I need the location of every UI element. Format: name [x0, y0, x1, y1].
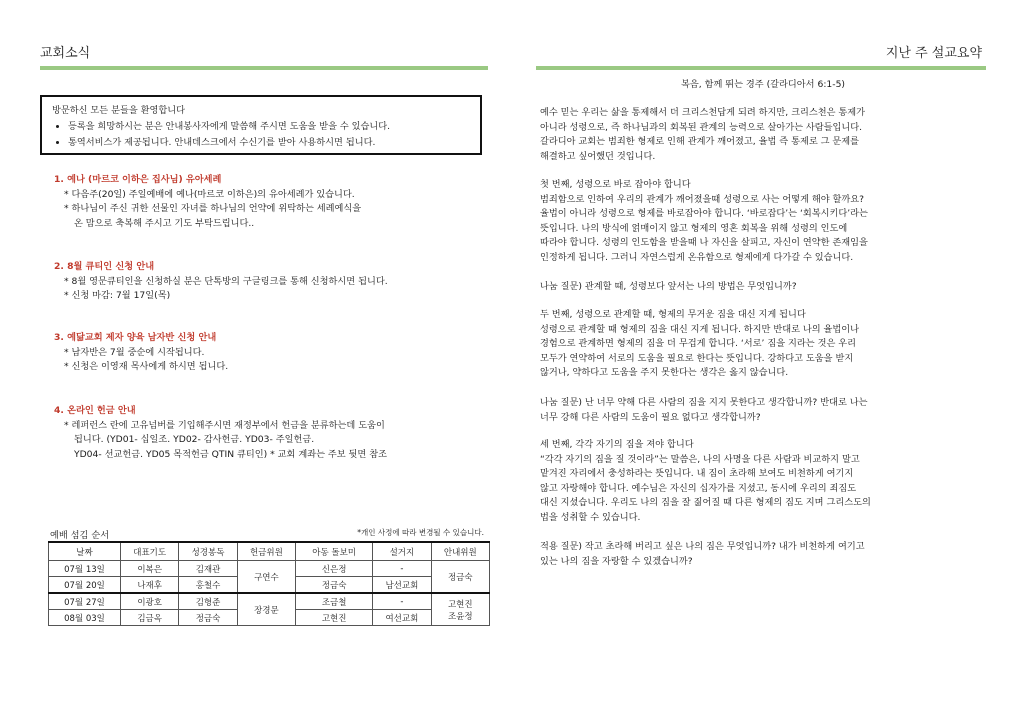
header-divider	[536, 66, 986, 70]
cell-dishes: -	[373, 593, 431, 610]
cell-prayer: 나재후	[120, 577, 178, 594]
cell-reading: 정금숙	[179, 610, 237, 626]
sermon-line: 갈라디아 교회는 범죄한 형제로 인해 관계가 깨어졌고, 율법 즉 통제로 그 문제를	[540, 136, 860, 148]
sermon-line: 대신 지셨습니다. 우리도 나의 짐을 잘 짊어질 때 다른 형제의 짐도 지며 그리스도의	[540, 497, 871, 509]
notice-line: * 다음주(20일) 주일예배에 예나(마르코 이하은)의 유아세례가 있습니다.	[64, 188, 355, 200]
cell-prayer: 이광호	[120, 593, 178, 610]
cell-dishes: 여선교회	[373, 610, 431, 626]
table-header-row	[49, 542, 490, 561]
sermon-line: 해결하고 싶어했던 것입니다.	[540, 150, 656, 162]
notice-line: * 8월 영문큐티인을 신청하실 분은 단톡방의 구글링크를 통해 신청하시면 됩니다.	[64, 275, 388, 287]
usher-name: 고현진	[447, 599, 473, 610]
church-news-header	[40, 40, 490, 64]
cell-date: 08월 03일	[49, 610, 121, 626]
cell-dishes: 남선교회	[373, 577, 431, 594]
notice-line: * 레퍼런스 란에 고유넘버를 기입해주시면 재정부에서 헌금을 분류하는데 도움이	[64, 419, 385, 431]
cell-reading: 홍철수	[179, 577, 237, 594]
sermon-line: 따라야 합니다. 성령의 인도함을 받을때 나 자신을 살피고, 자신이 연약한 존재임을	[540, 237, 868, 249]
sermon-paragraph	[540, 106, 986, 164]
church-news-title: 교회소식	[40, 46, 91, 61]
sermon-line: 세 번째, 각각 자기의 짐을 져야 합니다	[540, 439, 694, 450]
sermon-line: 있는 나의 짐을 자랑할 수 있겠습니까?	[540, 555, 693, 567]
cell-prayer: 이복은	[120, 561, 178, 577]
cell-dishes: -	[373, 561, 431, 577]
sermon-line: 나눔 질문) 난 너무 약해 다른 사람의 짐을 지지 못한다고 생각합니까? 반대로 나는	[540, 397, 868, 408]
cell-offering: 구연수	[237, 561, 295, 594]
header-divider	[40, 66, 488, 70]
schedule-title: 예배 섬김 순서	[50, 530, 110, 541]
notice-line: * 신청 마감: 7월 17일(목)	[64, 290, 171, 301]
sermon-line: 경험으로 관계하면 형제의 짐을 더 무겁게 합니다. ‘서로’ 짐을 지라는 것은 우리	[540, 338, 857, 350]
sermon-question	[540, 280, 986, 295]
sermon-line: 맡겨진 자리에서 충성하라는 뜻입니다. 내 짐이 초라해 보여도 비천하게 여기지	[540, 468, 854, 480]
sermon-line: 예수 믿는 우리는 삶을 통제해서 더 크리스천답게 되려 하지만, 크리스천은 통제가	[540, 107, 866, 118]
cell-childcare: 고현진	[296, 610, 373, 626]
col-usher: 안내위원	[431, 542, 489, 561]
sermon-line: 적용 질문) 작고 초라해 버리고 싶은 나의 짐은 무엇입니까? 내가 비천하게 여기고	[540, 541, 865, 552]
notice-line: * 신청은 이영재 목사에게 하시면 됩니다.	[64, 361, 229, 372]
notice-line: 됩니다. (YD01- 십일조. YD02- 감사헌금. YD03- 주일헌금.	[74, 434, 315, 445]
sermon-line: 법을 성취할 수 있습니다.	[540, 511, 641, 523]
welcome-list	[52, 119, 470, 151]
sermon-line: 나눔 질문) 관계할 때, 성령보다 앞서는 나의 방법은 무엇입니까?	[540, 281, 797, 292]
cell-usher: 정금숙	[431, 561, 489, 594]
notice-line: YD04- 선교헌금. YD05 목적헌금 QTIN 큐티인) * 교회 계좌는 주보 뒷면 참조	[74, 448, 387, 460]
sermon-line: 인정하게 됩니다. 그러니 자연스럽게 온유함으로 형제에게 다가갈 수 있습니다.	[540, 251, 854, 263]
notice-line: * 하나님이 주신 귀한 선물인 자녀를 하나님의 언약에 위탁하는 세례예식을	[64, 203, 362, 214]
cell-offering: 장경문	[237, 593, 295, 626]
sermon-paragraph	[540, 438, 986, 526]
notice-line: * 남자반은 7월 중순에 시작됩니다.	[64, 346, 205, 358]
col-prayer: 대표기도	[120, 542, 178, 561]
sermon-line: 첫 번째, 성령으로 바로 잡아야 합니다	[540, 179, 691, 190]
service-schedule-table	[48, 541, 490, 626]
welcome-box	[40, 95, 482, 155]
sermon-line: “각각 자기의 짐을 질 것이라”는 말씀은, 나의 사명을 다른 사람과 비교하지 말고	[540, 453, 860, 465]
church-news-column	[40, 40, 490, 624]
cell-date: 07월 13일	[49, 561, 121, 577]
sermon-line: 않고 자랑해야 합니다. 예수님은 자신의 십자가를 지셨고, 동시에 우리의 죄짐도	[540, 482, 857, 494]
notice-baptism	[54, 173, 474, 231]
sermon-paragraph	[540, 308, 986, 381]
cell-prayer: 김금옥	[120, 610, 178, 626]
sermon-line: 뜻입니다. 나의 방식에 얽매이지 않고 형제의 영혼 회복을 위해 성령의 인도에	[540, 222, 848, 234]
col-reading: 성경봉독	[179, 542, 237, 561]
cell-reading: 김형준	[179, 593, 237, 610]
notice-online-offering	[54, 404, 474, 462]
sermon-subtitle-text: 복음, 함께 뛰는 경주 (갈라디아서 6:1-5)	[680, 79, 845, 90]
cell-usher	[431, 593, 489, 626]
notice-title: 1. 예나 (마르코 이하은 집사님) 유아세례	[54, 174, 222, 185]
col-date: 날짜	[49, 542, 121, 561]
cell-childcare: 신은정	[296, 561, 373, 577]
col-childcare: 아동 돌보미	[296, 542, 373, 561]
sermon-question	[540, 396, 986, 425]
sermon-line: 두 번째, 성령으로 관계할 때, 형제의 무거운 짐을 대신 지게 됩니다	[540, 309, 806, 320]
welcome-item: • 등록을 희망하시는 분은 안내봉사자에게 말씀해 주시면 도움을 받을 수 있습니다.	[68, 119, 470, 135]
cell-date: 07월 27일	[49, 593, 121, 610]
sermon-line: 않거나, 약하다고 도움을 주지 못한다는 생각은 옳지 않습니다.	[540, 367, 789, 379]
sermon-subtitle	[540, 78, 986, 93]
sermon-line: 아니라 성령으로, 즉 하나님과의 회복된 관계의 능력으로 살아가는 사람들입니다.	[540, 121, 863, 133]
welcome-item: • 통역서비스가 제공됩니다. 안내데스크에서 수신기를 받아 사용하시면 됩니다.	[68, 135, 470, 151]
notice-title: 3. 예닮교회 제자 양육 남자반 신청 안내	[54, 332, 217, 343]
cell-reading: 김재관	[179, 561, 237, 577]
sermon-application	[540, 540, 986, 569]
usher-name: 조윤정	[447, 611, 473, 622]
notice-line: 온 맘으로 축복해 주시고 기도 부탁드립니다..	[74, 217, 255, 229]
sermon-header	[536, 40, 986, 64]
sermon-line: 율법이 아니라 성령으로 형제를 바로잡아야 합니다. ‘바로잡다’는 ‘회복시키다’라는	[540, 208, 868, 220]
sermon-line: 모두가 연약하여 서로의 도움을 필요로 한다는 뜻입니다. 강하다고 도움을 받지	[540, 352, 854, 364]
sermon-line: 범죄함으로 인하여 우리의 관계가 깨어졌을때 성령으로 사는 어떻게 해야 할까요?	[540, 193, 865, 205]
sermon-line: 너무 강해 다른 사람의 도움이 필요 없다고 생각합니까?	[540, 411, 761, 423]
cell-date: 07월 20일	[49, 577, 121, 594]
table-row	[49, 593, 490, 610]
cell-childcare: 조금철	[296, 593, 373, 610]
notice-title: 2. 8월 큐티인 신청 안내	[54, 261, 155, 272]
notice-title: 4. 온라인 헌금 안내	[54, 405, 136, 416]
schedule-note: *개인 사정에 따라 변경될 수 있습니다.	[357, 528, 484, 537]
col-offering: 헌금위원	[237, 542, 295, 561]
sermon-line: 성령으로 관계할 때 형제의 짐을 대신 지게 됩니다. 하지만 반대로 나의 율법이나	[540, 323, 860, 335]
sermon-paragraph	[540, 178, 986, 266]
cell-childcare: 정금숙	[296, 577, 373, 594]
notice-discipleship	[54, 331, 474, 375]
notice-qtin	[54, 260, 474, 304]
sermon-summary-column	[536, 40, 986, 567]
col-dishes: 설거지	[373, 542, 431, 561]
welcome-title: 방문하신 모든 분들을 환영합니다	[52, 105, 186, 116]
sermon-summary-title: 지난 주 설교요약	[885, 46, 982, 61]
table-row	[49, 561, 490, 577]
